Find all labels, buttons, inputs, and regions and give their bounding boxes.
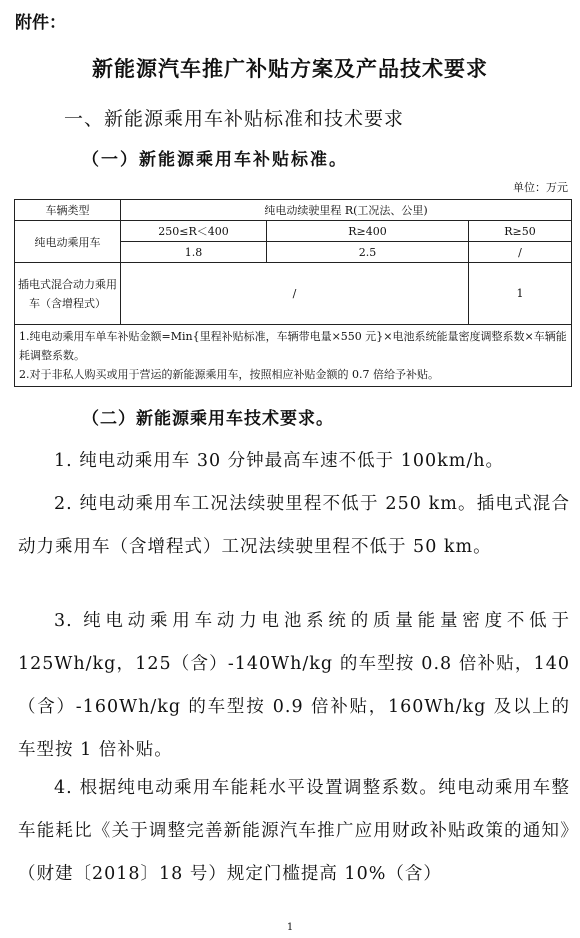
- document-title: 新能源汽车推广补贴方案及产品技术要求: [92, 56, 488, 81]
- subsection-heading-2: （二）新能源乘用车技术要求。: [82, 409, 334, 429]
- paragraph-2: 2. 纯电动乘用车工况法续驶里程不低于 250 km。插电式混合动力乘用车（含增程式）工况法续驶里程不低于 50 km。: [18, 494, 570, 557]
- table-row: [15, 263, 572, 325]
- page-number: 1: [286, 922, 294, 933]
- subsidy-table: [14, 199, 572, 387]
- table-note: [15, 325, 572, 387]
- table-row-label: 纯电动乘用车: [15, 221, 121, 263]
- table-row: [15, 325, 572, 387]
- table-row-label: 插电式混合动力乘用车（含增程式）: [15, 263, 121, 325]
- table-note-1: 1.纯电动乘用车单车补贴金额=Min{里程补贴标准，车辆带电量×550 元}×电池系统能量密度调整系数×车辆能耗调整系数。: [19, 330, 567, 362]
- table-cell: 1.8: [121, 242, 267, 263]
- paragraph-4: 4. 根据纯电动乘用车能耗水平设置调整系数。纯电动乘用车整车能耗比《关于调整完善新能源汽车推广应用财政补贴政策的通知》（财建〔2018〕18 号）规定门槛提高 10%（含）: [18, 778, 570, 884]
- paragraph-3: 3. 纯电动乘用车动力电池系统的质量能量密度不低于 125Wh/kg，125（含）-140Wh/kg 的车型按 0.8 倍补贴，140（含）-160Wh/kg 的车型按 0.9 倍补贴，160Wh/kg 及以上的车型按 1 倍补贴。: [18, 611, 570, 760]
- table-cell: 250≤R＜400: [121, 221, 267, 242]
- table-row: [15, 200, 572, 221]
- table-note-2: 2.对于非私人购买或用于营运的新能源乘用车，按照相应补贴金额的 0.7 倍给予补贴。: [19, 368, 439, 381]
- attachment-label: 附件：: [15, 13, 66, 33]
- table-row: [15, 221, 572, 242]
- table-cell: /: [469, 242, 572, 263]
- table-cell: 1: [469, 263, 572, 325]
- subsection-heading-1: （一）新能源乘用车补贴标准。: [82, 150, 348, 170]
- section-heading: 一、新能源乘用车补贴标准和技术要求: [64, 108, 405, 130]
- paragraph-1: 1. 纯电动乘用车 30 分钟最高车速不低于 100km/h。: [54, 451, 504, 471]
- table-cell: /: [121, 263, 469, 325]
- table-header-cell: 纯电动续驶里程 R(工况法、公里): [121, 200, 572, 221]
- unit-label: 单位：万元: [513, 181, 568, 194]
- table-cell: R≥400: [267, 221, 469, 242]
- table-cell: 2.5: [267, 242, 469, 263]
- table-cell: R≥50: [469, 221, 572, 242]
- table-header-cell: 车辆类型: [15, 200, 121, 221]
